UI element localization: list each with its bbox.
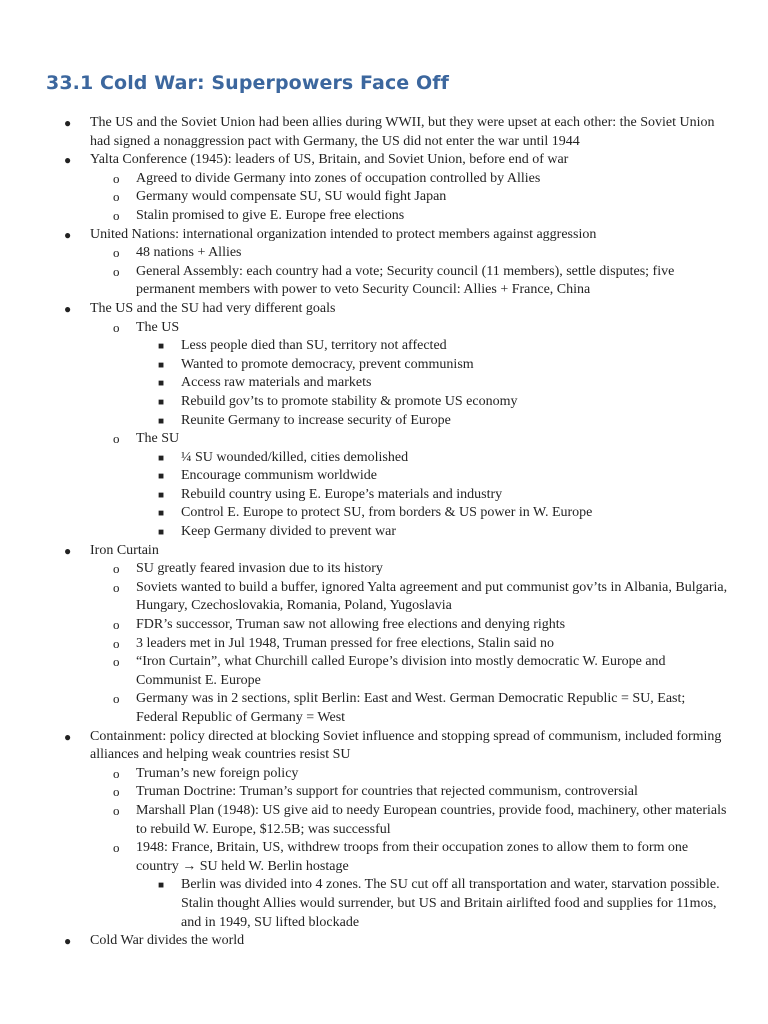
bullet-marker-icon: o bbox=[113, 579, 120, 595]
bullet-marker-icon: ● bbox=[64, 301, 72, 316]
bullet-marker-icon: o bbox=[113, 170, 120, 186]
bullet-marker-icon: ■ bbox=[158, 341, 165, 353]
outline-item-text: Cold War divides the world bbox=[90, 933, 245, 949]
outline-item-level-2 bbox=[0, 783, 768, 802]
bullet-marker-icon: ● bbox=[64, 543, 72, 558]
outline-item-level-2 bbox=[0, 579, 768, 616]
outline-item-text: Truman’s new foreign policy bbox=[136, 765, 299, 781]
outline-item-level-3 bbox=[0, 876, 768, 932]
bullet-marker-icon: o bbox=[113, 245, 120, 261]
bullet-marker-icon: ■ bbox=[158, 489, 165, 501]
bullet-marker-icon: o bbox=[113, 207, 120, 223]
bullet-marker-icon: ● bbox=[64, 227, 72, 242]
outline-item-text: Iron Curtain bbox=[90, 542, 159, 558]
outline-item-level-2 bbox=[0, 170, 768, 189]
bullet-marker-icon: ■ bbox=[158, 527, 165, 539]
bullet-marker-icon: o bbox=[113, 784, 120, 800]
bullet-marker-icon: ■ bbox=[158, 471, 165, 483]
outline-item-level-2 bbox=[0, 653, 768, 690]
bullet-marker-icon: ■ bbox=[158, 359, 165, 371]
bullet-marker-icon: o bbox=[113, 840, 120, 856]
outline-item-level-1 bbox=[0, 114, 768, 151]
outline-item-level-2 bbox=[0, 188, 768, 207]
bullet-marker-icon: ● bbox=[64, 153, 72, 168]
outline-item-level-1 bbox=[0, 151, 768, 170]
outline-item-text: Reunite Germany to increase security of Europe bbox=[181, 412, 451, 428]
bullet-marker-icon: ■ bbox=[158, 396, 165, 408]
outline-item-level-2 bbox=[0, 263, 768, 300]
outline-list bbox=[0, 114, 768, 951]
outline-item-level-2 bbox=[0, 319, 768, 338]
outline-item-level-1 bbox=[0, 542, 768, 561]
outline-item-text: Stalin promised to give E. Europe free elections bbox=[136, 207, 405, 223]
bullet-marker-icon: ■ bbox=[158, 452, 165, 464]
outline-item-level-3 bbox=[0, 486, 768, 505]
outline-item-level-3 bbox=[0, 393, 768, 412]
bullet-marker-icon: o bbox=[113, 189, 120, 205]
outline-item-text: 1948: France, Britain, US, withdrew troops from their occupation zones to allow them to form one country → SU held W. Berlin hostage bbox=[136, 840, 689, 874]
outline-item-text: General Assembly: each country had a vote; Security council (11 members), settle disputes; five permanent members with power to veto Security Council: Allies + France, China bbox=[136, 263, 675, 298]
bullet-marker-icon: o bbox=[113, 691, 120, 707]
bullet-marker-icon: ● bbox=[64, 729, 72, 744]
outline-item-level-1 bbox=[0, 226, 768, 245]
outline-item-level-2 bbox=[0, 765, 768, 784]
outline-item-text: Germany would compensate SU, SU would fight Japan bbox=[136, 189, 447, 205]
bullet-marker-icon: o bbox=[113, 635, 120, 651]
outline-item-level-2 bbox=[0, 635, 768, 654]
outline-item-level-3 bbox=[0, 523, 768, 542]
outline-item-text: Marshall Plan (1948): US give aid to needy European countries, provide food, machinery, other materials to rebuild W. Europe, $12.5B; was successful bbox=[136, 802, 727, 837]
bullet-marker-icon: o bbox=[113, 561, 120, 577]
bullet-marker-icon: ■ bbox=[158, 378, 165, 390]
outline-item-text: 48 nations + Allies bbox=[136, 245, 242, 261]
outline-item-level-1 bbox=[0, 728, 768, 765]
outline-item-level-3 bbox=[0, 449, 768, 468]
outline-item-text: Containment: policy directed at blocking Soviet influence and stopping spread of communism, included forming alliances and helping weak countries resist SU bbox=[90, 728, 722, 763]
outline-item-text: “Iron Curtain”, what Churchill called Europe’s division into mostly democratic W. Europe and Communist E. Europe bbox=[136, 654, 666, 688]
outline-item-level-3 bbox=[0, 337, 768, 356]
outline-item-level-2 bbox=[0, 430, 768, 449]
outline-item-text: United Nations: international organization intended to protect members against aggression bbox=[90, 226, 597, 242]
bullet-marker-icon: o bbox=[113, 319, 120, 335]
outline-item-level-2 bbox=[0, 839, 768, 876]
outline-item-text: Access raw materials and markets bbox=[181, 375, 372, 391]
outline-item-text: Yalta Conference (1945): leaders of US, Britain, and Soviet Union, before end of war bbox=[90, 152, 569, 168]
outline-item-level-3 bbox=[0, 356, 768, 375]
outline-item-text: The US and the Soviet Union had been allies during WWII, but they were upset at each other: the Soviet Union had signed a nonaggression pact with Germany, the US did not enter the war until 1944 bbox=[90, 115, 715, 149]
outline-item-level-3 bbox=[0, 467, 768, 486]
outline-item-level-3 bbox=[0, 412, 768, 431]
outline-item-text: The US bbox=[136, 319, 180, 335]
outline-item-text: The SU bbox=[136, 431, 180, 447]
bullet-marker-icon: o bbox=[113, 654, 120, 670]
bullet-marker-icon: o bbox=[113, 765, 120, 781]
outline-item-text: Keep Germany divided to prevent war bbox=[181, 524, 396, 540]
bullet-marker-icon: o bbox=[113, 263, 120, 279]
outline-item-text: SU greatly feared invasion due to its history bbox=[136, 561, 383, 577]
outline-item-level-1 bbox=[0, 300, 768, 319]
bullet-marker-icon: o bbox=[113, 431, 120, 447]
outline-item-level-2 bbox=[0, 244, 768, 263]
outline-item-text: Truman Doctrine: Truman’s support for countries that rejected communism, controversial bbox=[136, 784, 638, 800]
page-title: 33.1 Cold War: Superpowers Face Off bbox=[46, 72, 449, 94]
bullet-marker-icon: o bbox=[113, 617, 120, 633]
outline-item-text: ¼ SU wounded/killed, cities demolished bbox=[181, 449, 409, 465]
outline-item-text: 3 leaders met in Jul 1948, Truman pressed for free elections, Stalin said no bbox=[136, 635, 554, 651]
outline-item-level-2 bbox=[0, 616, 768, 635]
outline-item-text: Rebuild gov’ts to promote stability & promote US economy bbox=[181, 393, 518, 409]
outline-item-level-3 bbox=[0, 374, 768, 393]
outline-item-text: Wanted to promote democracy, prevent communism bbox=[181, 356, 474, 372]
outline-item-text: Germany was in 2 sections, split Berlin: East and West. German Democratic Republic = SU, East; Federal Republic of Germany = West bbox=[136, 691, 686, 725]
outline-item-text: The US and the SU had very different goals bbox=[90, 300, 336, 316]
outline-item-level-2 bbox=[0, 207, 768, 226]
bullet-marker-icon: ● bbox=[64, 934, 72, 949]
outline-item-text: Control E. Europe to protect SU, from borders & US power in W. Europe bbox=[181, 505, 593, 521]
bullet-marker-icon: ● bbox=[64, 116, 72, 130]
outline-item-level-3 bbox=[0, 504, 768, 523]
outline-item-text: Berlin was divided into 4 zones. The SU cut off all transportation and water, starvation possible. Stalin thought Allies would surrender, but US and Britain airlifted food and supplies for 11mos, and in 1949, SU lifted blockade bbox=[181, 877, 720, 930]
outline-item-text: Soviets wanted to build a buffer, ignored Yalta agreement and put communist gov’ts in Albania, Bulgaria, Hungary, Czechoslovakia, Romania, Poland, Yugoslavia bbox=[136, 579, 728, 614]
outline-item-text: Less people died than SU, territory not affected bbox=[181, 338, 447, 354]
bullet-marker-icon: ■ bbox=[158, 880, 165, 892]
outline-item-text: Encourage communism worldwide bbox=[181, 468, 377, 484]
outline-item-text: Agreed to divide Germany into zones of occupation controlled by Allies bbox=[136, 170, 541, 186]
bullet-marker-icon: ■ bbox=[158, 508, 165, 520]
outline-item-level-2 bbox=[0, 802, 768, 839]
bullet-marker-icon: ■ bbox=[158, 415, 165, 427]
outline-item-level-1 bbox=[0, 932, 768, 951]
bullet-marker-icon: o bbox=[113, 802, 120, 818]
outline-item-level-2 bbox=[0, 690, 768, 727]
outline-item-text: Rebuild country using E. Europe’s materials and industry bbox=[181, 486, 503, 502]
outline-item-text: FDR’s successor, Truman saw not allowing free elections and denying rights bbox=[136, 617, 566, 633]
outline-item-level-2 bbox=[0, 560, 768, 579]
